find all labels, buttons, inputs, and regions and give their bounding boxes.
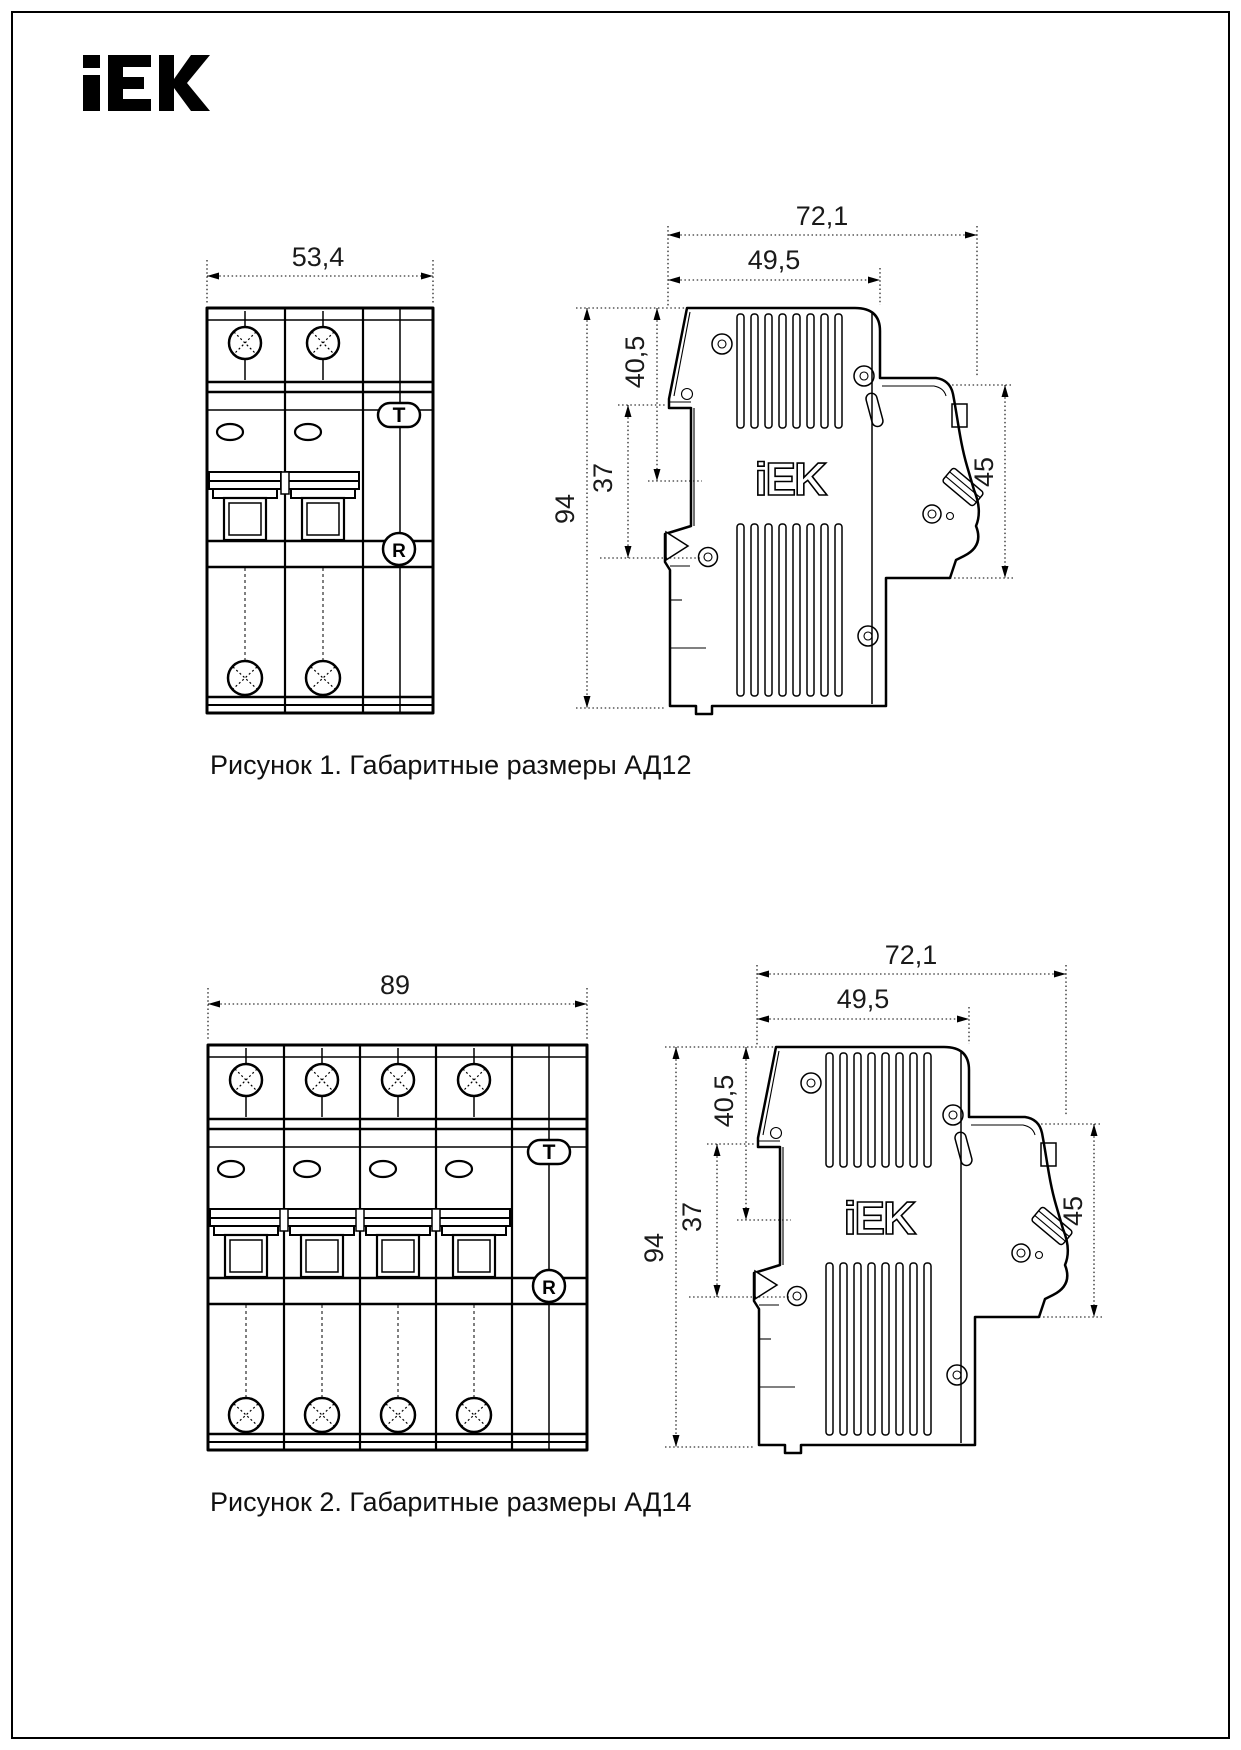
- fig1-reset-button-label: R: [392, 541, 406, 562]
- brand-logo-glyphs: [83, 55, 210, 111]
- fig2-front-face-label: 45: [1058, 1195, 1088, 1227]
- fig1-body-depth-label: 49,5: [747, 245, 801, 275]
- side-body-details: [666, 312, 984, 704]
- breaker-pole-module: [209, 311, 281, 695]
- fig2-overall-depth-label: 72,1: [884, 940, 938, 970]
- fig1-front-face-label: 45: [969, 456, 999, 488]
- fig1-overall-depth-label: 72,1: [795, 201, 849, 231]
- fig2-front-width-label: 89: [379, 970, 411, 1000]
- fig2-body-depth-label: 49,5: [836, 984, 890, 1014]
- breaker-pole-module: [287, 311, 359, 695]
- figure2-caption: Рисунок 2. Габаритные размеры АД14: [210, 1487, 692, 1517]
- brand-logo: [83, 55, 210, 111]
- fig2-rail-slot-label: 37: [677, 1201, 707, 1233]
- fig1-side-view: [576, 226, 1013, 714]
- fig1-rail-slot-label: 37: [588, 462, 618, 494]
- fig1-height-label: 94: [550, 493, 580, 525]
- side-embossed-logo: iEK: [754, 453, 826, 505]
- fig2-upper-offset-label: 40,5: [709, 1074, 739, 1128]
- fig1-front-view: [207, 242, 433, 713]
- fig1-test-button-label: T: [392, 404, 406, 427]
- fig1-upper-offset-label: 40,5: [620, 335, 650, 389]
- breaker-pole-module: [210, 1048, 282, 1432]
- fig2-height-label: 94: [639, 1232, 669, 1264]
- breaker-pole-module: [362, 1048, 434, 1432]
- breaker-pole-module: [286, 1048, 358, 1432]
- fig1-front-width-label: 53,4: [291, 242, 345, 272]
- fig2-reset-button-label: R: [542, 1278, 556, 1299]
- figure1-caption: Рисунок 1. Габаритные размеры АД12: [210, 750, 692, 780]
- fig2-test-button-label: T: [542, 1141, 556, 1164]
- ventilation-slats: [737, 314, 842, 696]
- fig2-side-view: [665, 965, 1102, 1453]
- fig2-front-view: [208, 970, 587, 1450]
- breaker-pole-module: [438, 1048, 510, 1432]
